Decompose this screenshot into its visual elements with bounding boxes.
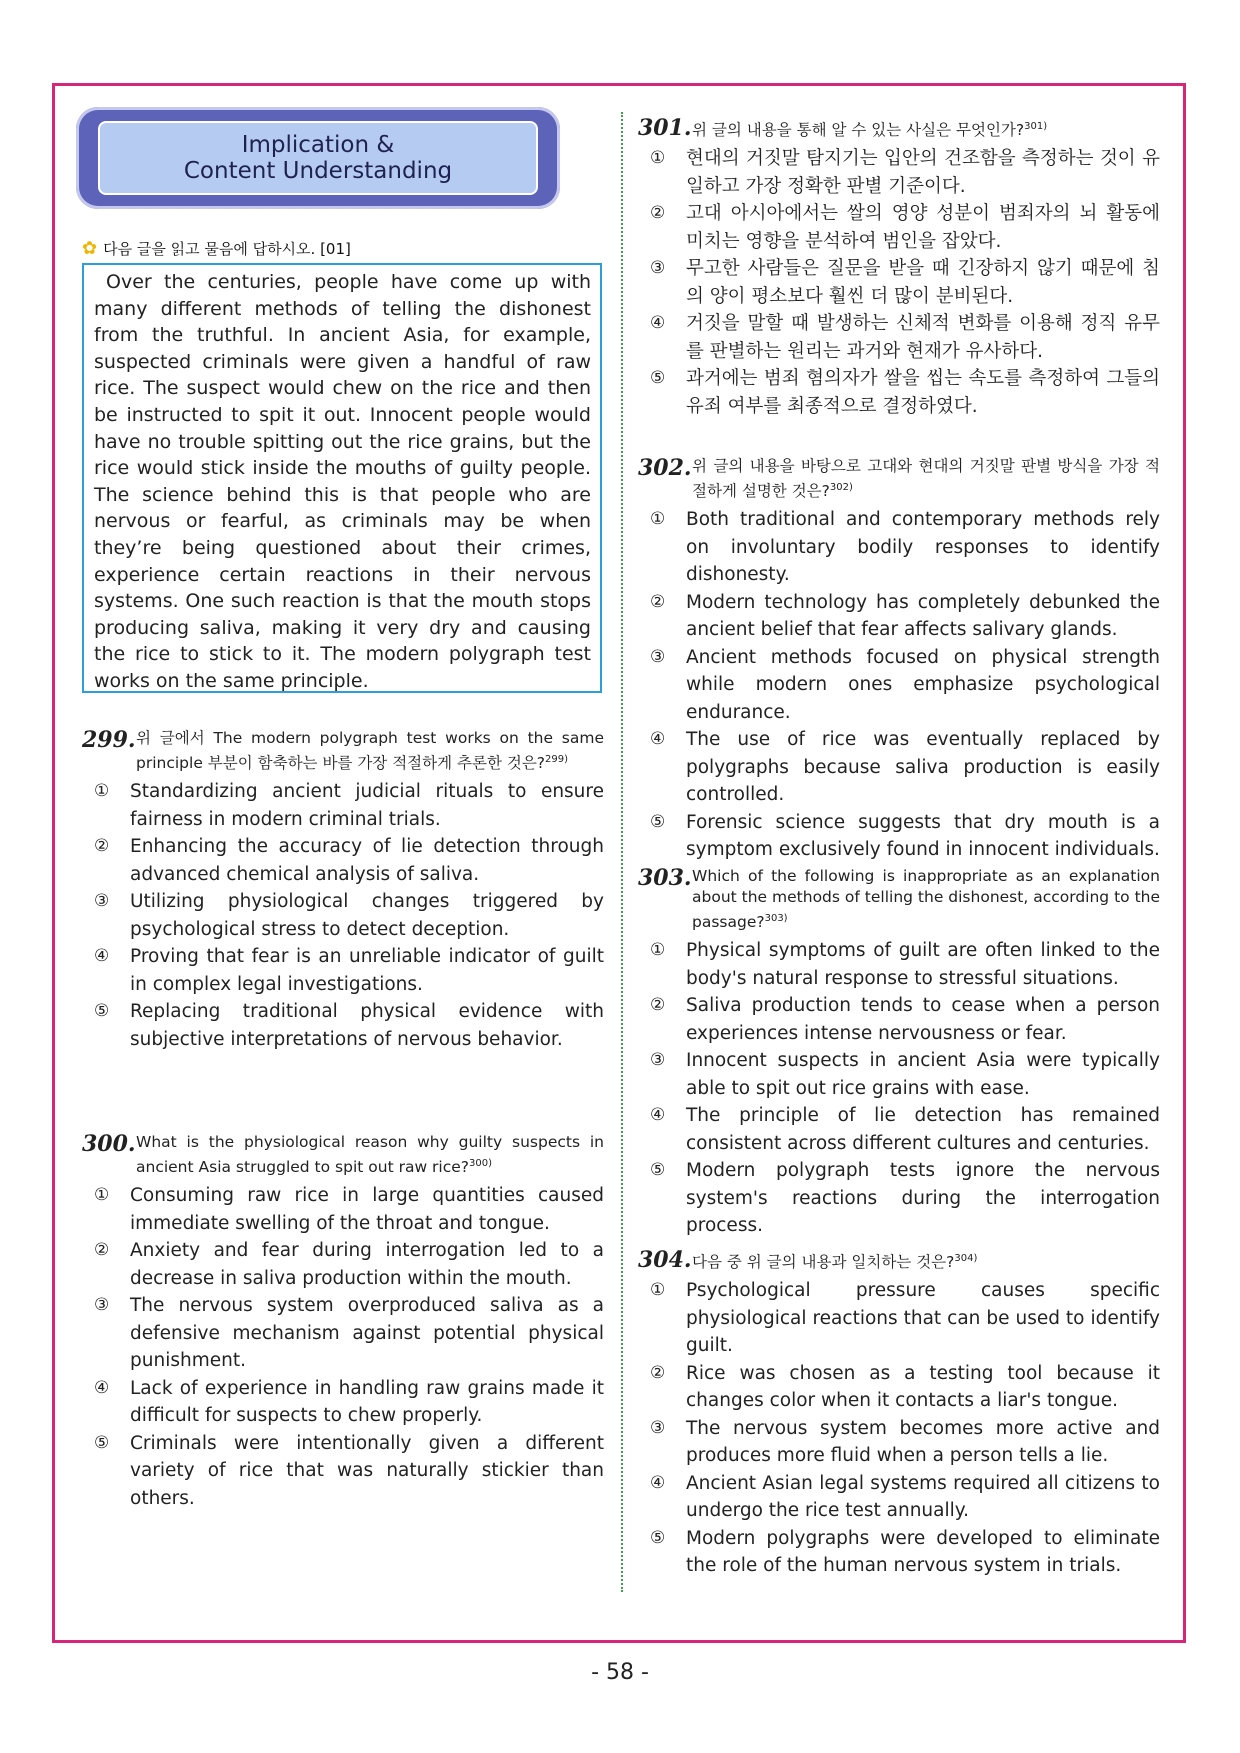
badge-title-line2: Content Understanding bbox=[183, 158, 453, 184]
option-2[interactable]: ② 고대 아시아에서는 쌀의 영양 성분이 범죄자의 뇌 활동에 미치는 영향을 분석하여 범인을 잡았다. bbox=[650, 203, 1160, 252]
question-number: 304. bbox=[638, 1247, 692, 1273]
option-3[interactable]: ③ Utilizing physiological changes triggered by psychological stress to detect deception. bbox=[94, 891, 604, 940]
option-3[interactable]: ③ Innocent suspects in ancient Asia were typically able to spit out rice grains with ease. bbox=[650, 1050, 1160, 1099]
footnote-ref: 304) bbox=[954, 1253, 978, 1264]
question-303 bbox=[638, 866, 1160, 1240]
option-5[interactable]: ⑤ Criminals were intentionally given a different variety of rice that was naturally stickier than others. bbox=[94, 1432, 604, 1509]
option-3[interactable]: ③ 무고한 사람들은 질문을 받을 때 긴장하지 않기 때문에 침의 양이 평소보다 훨씬 더 많이 분비된다. bbox=[650, 258, 1160, 307]
question-text: 위 글의 내용을 바탕으로 고대와 현대의 거짓말 판별 방식을 가장 적절하게 설명한 것은?$^{302)}$ bbox=[692, 457, 1160, 501]
question-302 bbox=[638, 456, 1160, 864]
option-5[interactable]: ⑤ Forensic science suggests that dry mouth is a symptom exclusively found in innocent individuals. bbox=[650, 811, 1160, 861]
instruction-text: 다음 글을 읽고 물음에 답하시오. [01] bbox=[103, 240, 351, 258]
option-1[interactable]: ① Physical symptoms of guilt are often linked to the body's natural response to stressful situations. bbox=[650, 940, 1160, 989]
option-1[interactable]: ① Both traditional and contemporary methods rely on involuntary bodily responses to identify dishonesty. bbox=[650, 509, 1160, 586]
options bbox=[82, 1182, 604, 1512]
page-number: - 58 - bbox=[591, 1660, 649, 1685]
question-number: 301. bbox=[638, 115, 692, 141]
footnote-ref: 301) bbox=[1024, 121, 1048, 132]
question-header bbox=[638, 1248, 1160, 1273]
question-text: Which of the following is inappropriate as an explanation about the methods of telling the dishonest, according to the passage?$^{303)}$ bbox=[692, 867, 1160, 932]
options bbox=[82, 778, 604, 1053]
section-badge bbox=[76, 107, 560, 209]
question-300 bbox=[82, 1132, 604, 1512]
footnote-ref: 303) bbox=[764, 913, 788, 924]
option-1[interactable]: ① Consuming raw rice in large quantities caused immediate swelling of the throat and tongue. bbox=[94, 1185, 604, 1234]
option-4[interactable]: ④ Proving that fear is an unreliable indicator of guilt in complex legal investigations. bbox=[94, 946, 604, 995]
option-1[interactable]: ① Psychological pressure causes specific physiological reactions that can be used to identify guilt. bbox=[650, 1280, 1160, 1357]
instruction bbox=[82, 238, 351, 259]
question-text: 다음 중 위 글의 내용과 일치하는 것은?$^{304)}$ bbox=[692, 1253, 978, 1272]
question-text: 위 글에서 The modern polygraph test works on the same principle 부분이 함축하는 바를 가장 적절하게 추론한 것은?$^{299)}$ bbox=[136, 729, 604, 773]
options bbox=[638, 145, 1160, 420]
question-header bbox=[82, 728, 604, 774]
flower-icon: ✿ bbox=[82, 238, 98, 259]
question-number: 302. bbox=[638, 455, 692, 481]
option-5[interactable]: ⑤ Replacing traditional physical evidence with subjective interpretations of nervous behavior. bbox=[94, 1001, 604, 1050]
option-5[interactable]: ⑤ 과거에는 범죄 혐의자가 쌀을 씹는 속도를 측정하여 그들의 유죄 여부를 최종적으로 결정하였다. bbox=[650, 368, 1160, 417]
question-header bbox=[638, 116, 1160, 141]
question-number: 300. bbox=[82, 1131, 136, 1157]
option-1[interactable]: ① 현대의 거짓말 탐지기는 입안의 건조함을 측정하는 것이 유일하고 가장 정확한 판별 기준이다. bbox=[650, 148, 1160, 197]
question-text: What is the physiological reason why guilty suspects in ancient Asia struggled to spit out raw rice?$^{300)}$ bbox=[136, 1133, 604, 1177]
option-5[interactable]: ⑤ Modern polygraph tests ignore the nervous system's reactions during the interrogation process. bbox=[650, 1160, 1160, 1237]
options bbox=[638, 506, 1160, 864]
question-header bbox=[82, 1132, 604, 1178]
question-header bbox=[638, 866, 1160, 933]
footnote-ref: 302) bbox=[829, 482, 853, 493]
footnote-ref: 299) bbox=[545, 754, 569, 765]
question-number: 299. bbox=[82, 727, 136, 753]
option-2[interactable]: ② Anxiety and fear during interrogation led to a decrease in saliva production within the mouth. bbox=[94, 1240, 604, 1289]
option-4[interactable]: ④ Lack of experience in handling raw grains made it difficult for suspects to chew properly. bbox=[94, 1377, 604, 1427]
option-2[interactable]: ② Modern technology has completely debunked the ancient belief that fear affects salivary glands. bbox=[650, 591, 1160, 641]
option-4[interactable]: ④ The principle of lie detection has remained consistent across different cultures and centuries. bbox=[650, 1105, 1160, 1154]
option-3[interactable]: ③ Ancient methods focused on physical strength while modern ones emphasize psychological endurance. bbox=[650, 646, 1160, 723]
options bbox=[638, 937, 1160, 1240]
badge-title-line1: Implication & bbox=[241, 132, 395, 158]
passage-text: Over the centuries, people have come up with many different methods of telling the dishonest from the truthful. In ancient Asia, for example, suspected criminals were given a handful of raw rice. The suspect would chew on the rice and then be instructed to spit it out. Innocent people would have no trouble spitting out the rice grains, but the rice would stick inside the mouths of guilty people. The science behind this is that people who are nervous or fearful, as criminals may be when they’re being questioned about their crimes, experience certain reactions in their nervous systems. One such reaction is that the mouth stops producing saliva, making it very dry and causing the rice to stick to it. The modern polygraph test works on the same principle. bbox=[94, 271, 591, 692]
question-299 bbox=[82, 728, 604, 1053]
question-304 bbox=[638, 1248, 1160, 1580]
option-4[interactable]: ④ The use of rice was eventually replaced by polygraphs because saliva production is easily controlled. bbox=[650, 729, 1160, 806]
question-number: 303. bbox=[638, 865, 692, 891]
question-header bbox=[638, 456, 1160, 502]
option-2[interactable]: ② Saliva production tends to cease when a person experiences intense nervousness or fear. bbox=[650, 995, 1160, 1044]
section-badge-inner bbox=[98, 121, 538, 195]
option-1[interactable]: ① Standardizing ancient judicial rituals to ensure fairness in modern criminal trials. bbox=[94, 781, 604, 830]
option-3[interactable]: ③ The nervous system overproduced saliva as a defensive mechanism against potential physical punishment. bbox=[94, 1295, 604, 1372]
option-4[interactable]: ④ Ancient Asian legal systems required all citizens to undergo the rice test annually. bbox=[650, 1472, 1160, 1522]
question-text: 위 글의 내용을 통해 알 수 있는 사실은 무엇인가?$^{301)}$ bbox=[692, 121, 1048, 140]
option-2[interactable]: ② Rice was chosen as a testing tool because it changes color when it contacts a liar's tongue. bbox=[650, 1362, 1160, 1412]
option-2[interactable]: ② Enhancing the accuracy of lie detection through advanced chemical analysis of saliva. bbox=[94, 836, 604, 885]
option-3[interactable]: ③ The nervous system becomes more active and produces more fluid when a person tells a lie. bbox=[650, 1417, 1160, 1467]
footnote-ref: 300) bbox=[469, 1158, 493, 1169]
question-301 bbox=[638, 116, 1160, 420]
option-4[interactable]: ④ 거짓을 말할 때 발생하는 신체적 변화를 이용해 정직 유무를 판별하는 원리는 과거와 현재가 유사하다. bbox=[650, 313, 1160, 362]
column-divider bbox=[621, 112, 623, 1592]
options bbox=[638, 1277, 1160, 1580]
reading-passage bbox=[82, 263, 602, 693]
option-5[interactable]: ⑤ Modern polygraphs were developed to eliminate the role of the human nervous system in trials. bbox=[650, 1527, 1160, 1577]
